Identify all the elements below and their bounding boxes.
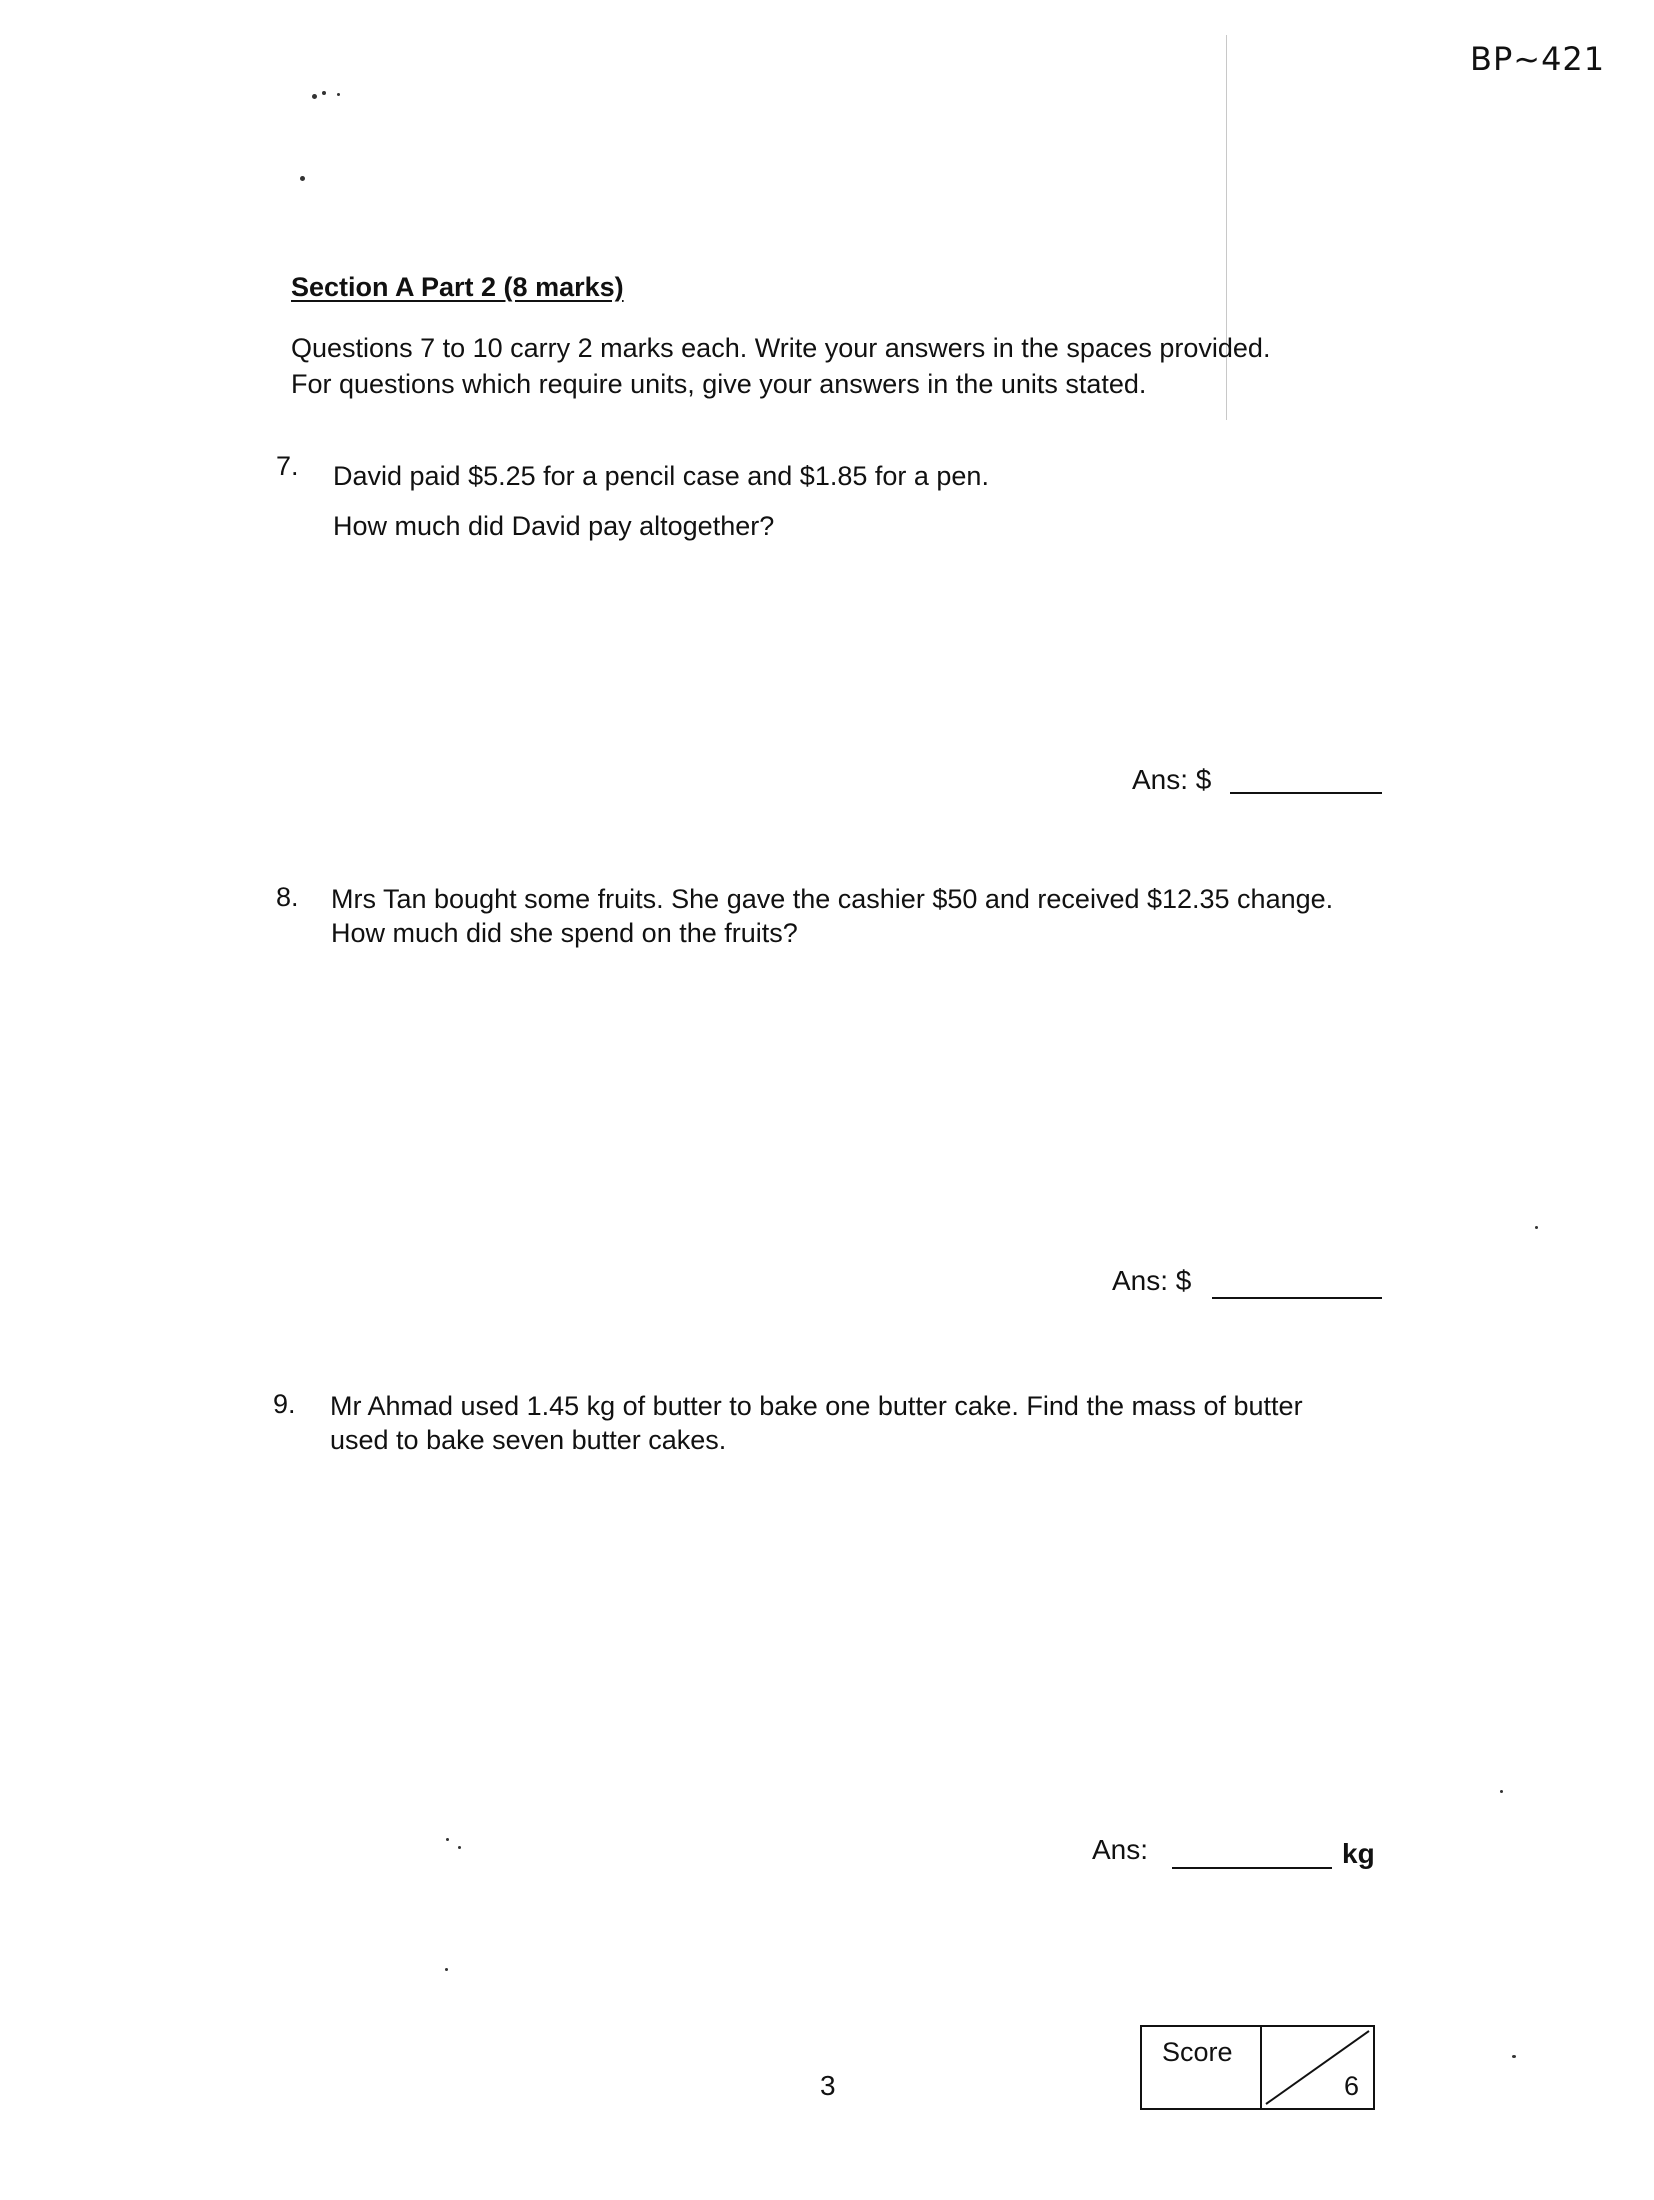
scan-speck: [300, 176, 305, 181]
scan-speck: [445, 1968, 448, 1971]
scan-speck: [337, 93, 340, 96]
question-line: David paid $5.25 for a pencil case and $1.85 for a pen.: [333, 461, 989, 491]
scan-speck: [446, 1838, 449, 1841]
scan-speck: [1512, 2055, 1516, 2058]
scan-speck: [322, 91, 326, 95]
question-7-text: [333, 451, 1433, 551]
question-9-number: 9.: [273, 1389, 296, 1419]
question-8-answer-label: Ans: $: [1112, 1265, 1192, 1296]
question-8-number: 8.: [276, 882, 299, 912]
scan-speck: [1535, 1226, 1538, 1229]
page-number: 3: [820, 2070, 836, 2101]
question-7-answer-label: Ans: $: [1132, 764, 1212, 795]
question-8-text: [331, 882, 1431, 950]
question-line: How much did she spend on the fruits?: [331, 918, 798, 948]
scan-speck: [458, 1846, 461, 1849]
question-line: How much did David pay altogether?: [333, 511, 775, 541]
question-line: Mr Ahmad used 1.45 kg of butter to bake one butter cake. Find the mass of butter: [330, 1391, 1303, 1421]
scan-speck: [1500, 1790, 1503, 1793]
question-line: used to bake seven butter cakes.: [330, 1425, 727, 1455]
question-9-answer-blank[interactable]: [1172, 1867, 1332, 1869]
question-9-answer-label: Ans:: [1092, 1834, 1149, 1865]
question-9-answer-unit: kg: [1342, 1838, 1375, 1869]
question-7-answer-blank[interactable]: [1230, 792, 1382, 794]
instruction-line: Questions 7 to 10 carry 2 marks each. Write your answers in the spaces provided.: [291, 333, 1271, 363]
score-box: [1140, 2025, 1375, 2110]
score-label: Score: [1142, 2027, 1262, 2108]
question-9-text: [330, 1389, 1430, 1457]
instruction-line: For questions which require units, give your answers in the units stated.: [291, 369, 1147, 399]
question-7-number: 7.: [276, 451, 299, 481]
section-title: Section A Part 2 (8 marks): [291, 272, 624, 302]
question-8-answer-blank[interactable]: [1212, 1297, 1382, 1299]
question-line: Mrs Tan bought some fruits. She gave the cashier $50 and received $12.35 change.: [331, 884, 1334, 914]
document-code: BP~421: [1470, 40, 1606, 78]
section-instructions: [291, 330, 1391, 402]
scan-speck: [312, 94, 317, 99]
score-max: 6: [1343, 2071, 1359, 2101]
